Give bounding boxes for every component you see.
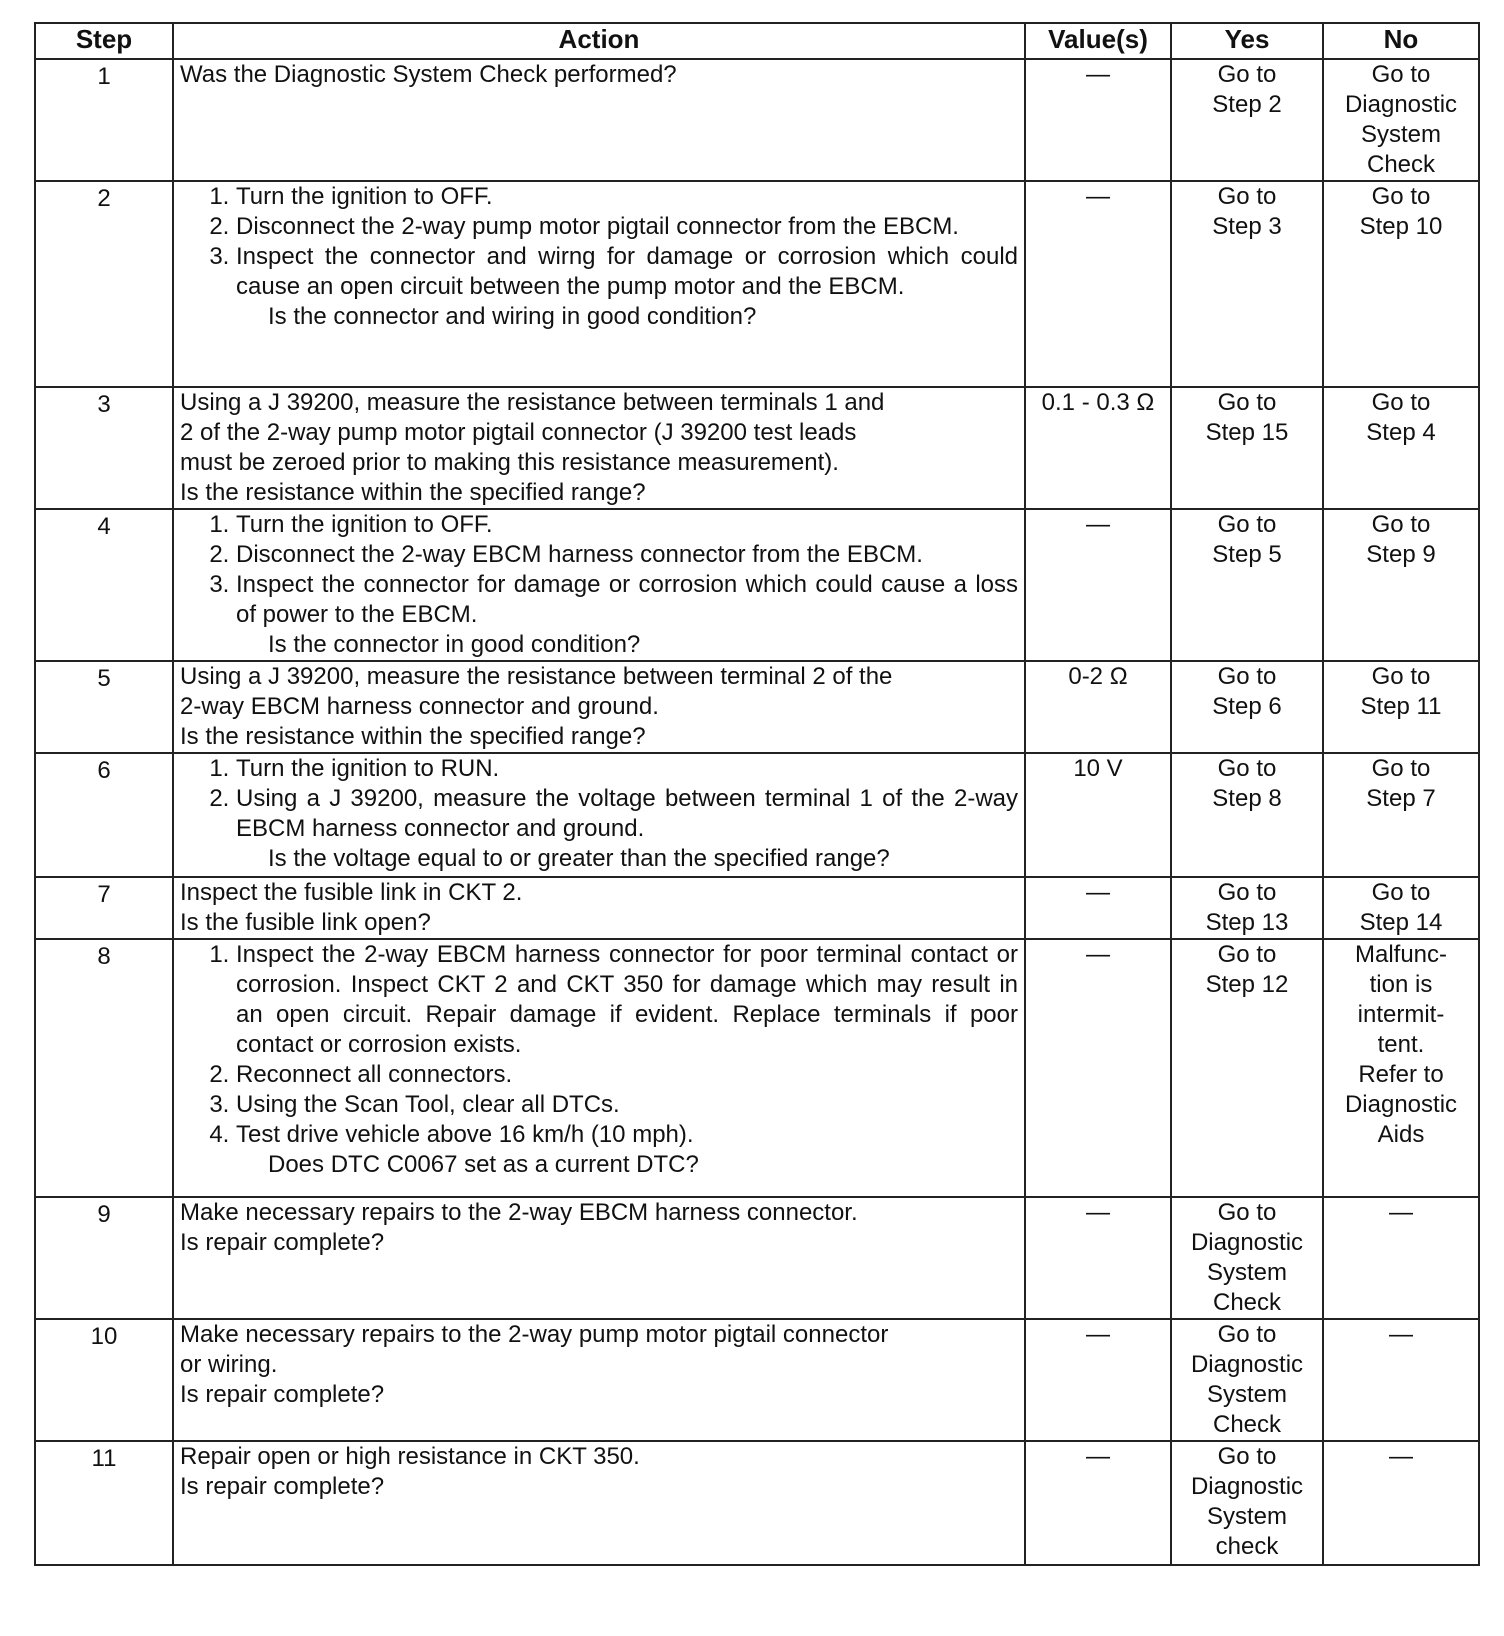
action-steps-list — [180, 510, 1018, 630]
yes-text: Check — [1212, 1411, 1282, 1438]
action-line: Is repair complete? — [180, 1473, 385, 1500]
yes-text: Go to — [1217, 663, 1277, 690]
table-body — [35, 59, 1479, 1565]
yes-text: Step 15 — [1205, 419, 1289, 446]
yes-text: Step 12 — [1205, 971, 1289, 998]
yes-cell — [1171, 387, 1323, 509]
no-text: Malfunc- — [1354, 941, 1448, 968]
action-line: 2-way EBCM harness connector and ground. — [180, 693, 659, 720]
yes-cell — [1171, 661, 1323, 753]
no-cell — [1323, 181, 1479, 387]
no-text: Check — [1366, 151, 1436, 178]
step-cell: 1 — [35, 59, 173, 181]
no-text: Step 10 — [1359, 213, 1443, 240]
step-cell: 6 — [35, 753, 173, 877]
no-text: intermit- — [1357, 1001, 1445, 1028]
yes-text: Go to — [1217, 1443, 1277, 1470]
yes-cell — [1171, 509, 1323, 661]
no-cell — [1323, 387, 1479, 509]
no-cell — [1323, 939, 1479, 1197]
column-header-action: Action — [173, 23, 1025, 59]
yes-text: Step 8 — [1212, 785, 1282, 812]
yes-text: Step 5 — [1212, 541, 1282, 568]
no-text: Aids — [1377, 1121, 1425, 1148]
no-text: Diagnostic — [1344, 91, 1458, 118]
step-cell: 8 — [35, 939, 173, 1197]
action-cell — [173, 877, 1025, 939]
action-step: 1. Turn the ignition to OFF. — [236, 182, 1018, 212]
no-text: tion is — [1369, 971, 1433, 998]
no-text: Go to — [1371, 61, 1431, 88]
table-row — [35, 753, 1479, 877]
no-text: tent. — [1377, 1031, 1425, 1058]
yes-text: System — [1206, 1259, 1287, 1286]
action-step: 3. Inspect the connector for damage or corrosion which could cause a loss of power to the EBCM. — [236, 570, 1018, 630]
yes-text: Go to — [1217, 1321, 1277, 1348]
yes-text: Step 3 — [1212, 213, 1282, 240]
no-text: Refer to — [1358, 1061, 1444, 1088]
value-cell: — — [1025, 1319, 1171, 1441]
action-line: Using a J 39200, measure the resistance between terminals 1 and — [180, 389, 885, 416]
action-step: 1. Inspect the 2-way EBCM harness connector for poor terminal contact or corrosion. Inspect CKT 2 and CKT 350 for damage which may result in an open circuit. Repair damage if evident. Replace terminals if poor contact or corrosion exists. — [236, 940, 1018, 1060]
yes-text: Diagnostic — [1190, 1229, 1304, 1256]
no-cell — [1323, 877, 1479, 939]
yes-text: Go to — [1217, 61, 1277, 88]
yes-text: Go to — [1217, 183, 1277, 210]
action-question: Does DTC C0067 set as a current DTC? — [268, 1151, 699, 1178]
action-line: Make necessary repairs to the 2-way EBCM harness connector. — [180, 1199, 858, 1226]
yes-cell — [1171, 939, 1323, 1197]
no-text: — — [1389, 1443, 1413, 1470]
no-cell — [1323, 1441, 1479, 1565]
yes-text: Diagnostic — [1190, 1351, 1304, 1378]
no-cell — [1323, 753, 1479, 877]
yes-text: System — [1206, 1381, 1287, 1408]
no-text: — — [1389, 1321, 1413, 1348]
action-line: Is the resistance within the specified range? — [180, 479, 646, 506]
yes-cell — [1171, 59, 1323, 181]
column-header-values: Value(s) — [1025, 23, 1171, 59]
yes-text: Go to — [1217, 879, 1277, 906]
table-row — [35, 1441, 1479, 1565]
yes-text: Step 6 — [1212, 693, 1282, 720]
column-header-no: No — [1323, 23, 1479, 59]
action-step: 1. Turn the ignition to RUN. — [236, 754, 1018, 784]
column-header-step: Step — [35, 23, 173, 59]
no-text: Step 14 — [1359, 909, 1443, 936]
action-cell — [173, 753, 1025, 877]
action-line: Using a J 39200, measure the resistance between terminal 2 of the — [180, 663, 893, 690]
yes-text: System — [1206, 1503, 1287, 1530]
action-question: Is the connector and wiring in good condition? — [268, 303, 757, 330]
no-text: Go to — [1371, 755, 1431, 782]
value-cell: — — [1025, 1441, 1171, 1565]
step-cell: 4 — [35, 509, 173, 661]
yes-text: Go to — [1217, 941, 1277, 968]
action-step: 1. Turn the ignition to OFF. — [236, 510, 1018, 540]
yes-text: Step 13 — [1205, 909, 1289, 936]
value-cell: — — [1025, 59, 1171, 181]
step-cell: 2 — [35, 181, 173, 387]
yes-cell — [1171, 1197, 1323, 1319]
table-row — [35, 509, 1479, 661]
yes-cell — [1171, 1319, 1323, 1441]
table-row — [35, 1197, 1479, 1319]
action-steps-list — [180, 940, 1018, 1150]
yes-cell — [1171, 1441, 1323, 1565]
action-cell — [173, 939, 1025, 1197]
no-text: Step 9 — [1366, 541, 1436, 568]
action-cell — [173, 1319, 1025, 1441]
value-cell: 0-2 Ω — [1025, 661, 1171, 753]
step-cell: 10 — [35, 1319, 173, 1441]
yes-cell — [1171, 181, 1323, 387]
action-cell — [173, 1441, 1025, 1565]
action-line: Is repair complete? — [180, 1229, 385, 1256]
no-cell — [1323, 1197, 1479, 1319]
value-cell: 0.1 - 0.3 Ω — [1025, 387, 1171, 509]
table-row — [35, 877, 1479, 939]
yes-text: Go to — [1217, 1199, 1277, 1226]
yes-text: Go to — [1217, 755, 1277, 782]
yes-text: Go to — [1217, 389, 1277, 416]
no-text: Step 11 — [1360, 693, 1442, 720]
no-text: Go to — [1371, 183, 1431, 210]
yes-text: check — [1215, 1533, 1279, 1560]
no-cell — [1323, 1319, 1479, 1441]
yes-text: Step 2 — [1212, 91, 1282, 118]
action-steps-list — [180, 182, 1018, 302]
step-cell: 5 — [35, 661, 173, 753]
no-cell — [1323, 661, 1479, 753]
action-line: Is repair complete? — [180, 1381, 385, 1408]
action-cell — [173, 181, 1025, 387]
action-line: must be zeroed prior to making this resistance measurement). — [180, 449, 839, 476]
table-row — [35, 59, 1479, 181]
table-row — [35, 939, 1479, 1197]
action-question: Is the connector in good condition? — [268, 631, 641, 658]
no-text: Step 4 — [1366, 419, 1436, 446]
value-cell: — — [1025, 877, 1171, 939]
action-question: Is the voltage equal to or greater than the specified range? — [268, 845, 890, 872]
value-cell: 10 V — [1025, 753, 1171, 877]
action-step: 2. Disconnect the 2-way pump motor pigtail connector from the EBCM. — [236, 212, 1018, 242]
value-cell: — — [1025, 181, 1171, 387]
action-line: Repair open or high resistance in CKT 350. — [180, 1443, 640, 1470]
no-text: Go to — [1371, 389, 1431, 416]
no-text: — — [1389, 1199, 1413, 1226]
no-text: Diagnostic — [1344, 1091, 1458, 1118]
table-row — [35, 181, 1479, 387]
action-cell — [173, 59, 1025, 181]
value-cell: — — [1025, 939, 1171, 1197]
action-cell — [173, 387, 1025, 509]
table-row — [35, 1319, 1479, 1441]
action-cell — [173, 509, 1025, 661]
no-text: Go to — [1371, 663, 1431, 690]
action-step: 2. Disconnect the 2-way EBCM harness connector from the EBCM. — [236, 540, 1018, 570]
yes-text: Go to — [1217, 511, 1277, 538]
table-row — [35, 387, 1479, 509]
action-line: Inspect the fusible link in CKT 2. — [180, 879, 523, 906]
action-step: 3. Inspect the connector and wirng for damage or corrosion which could cause an open circuit between the pump motor and the EBCM. — [236, 242, 1018, 302]
no-text: Go to — [1371, 511, 1431, 538]
value-cell: — — [1025, 1197, 1171, 1319]
action-line: Is the resistance within the specified range? — [180, 723, 646, 750]
no-cell — [1323, 59, 1479, 181]
table-row — [35, 661, 1479, 753]
action-cell — [173, 1197, 1025, 1319]
action-step: 2. Reconnect all connectors. — [236, 1060, 1018, 1090]
action-line: 2 of the 2-way pump motor pigtail connector (J 39200 test leads — [180, 419, 857, 446]
yes-cell — [1171, 877, 1323, 939]
yes-text: Diagnostic — [1190, 1473, 1304, 1500]
step-cell: 11 — [35, 1441, 173, 1565]
step-cell: 7 — [35, 877, 173, 939]
action-cell — [173, 661, 1025, 753]
action-line: Make necessary repairs to the 2-way pump motor pigtail connector — [180, 1321, 889, 1348]
action-steps-list — [180, 754, 1018, 844]
no-text: Step 7 — [1366, 785, 1436, 812]
value-cell: — — [1025, 509, 1171, 661]
diagnostic-table — [34, 22, 1480, 1566]
action-step: 3. Using the Scan Tool, clear all DTCs. — [236, 1090, 1018, 1120]
no-cell — [1323, 509, 1479, 661]
action-line: Was the Diagnostic System Check performed? — [180, 61, 677, 88]
action-step: 2. Using a J 39200, measure the voltage between terminal 1 of the 2-way EBCM harness connector and ground. — [236, 784, 1018, 844]
no-text: System — [1360, 121, 1441, 148]
step-cell: 3 — [35, 387, 173, 509]
step-cell: 9 — [35, 1197, 173, 1319]
action-line: Is the fusible link open? — [180, 909, 431, 936]
column-header-yes: Yes — [1171, 23, 1323, 59]
yes-cell — [1171, 753, 1323, 877]
action-line: or wiring. — [180, 1351, 278, 1378]
table-header-row — [35, 23, 1479, 59]
no-text: Go to — [1371, 879, 1431, 906]
action-step: 4. Test drive vehicle above 16 km/h (10 mph). — [236, 1120, 1018, 1150]
yes-text: Check — [1212, 1289, 1282, 1316]
